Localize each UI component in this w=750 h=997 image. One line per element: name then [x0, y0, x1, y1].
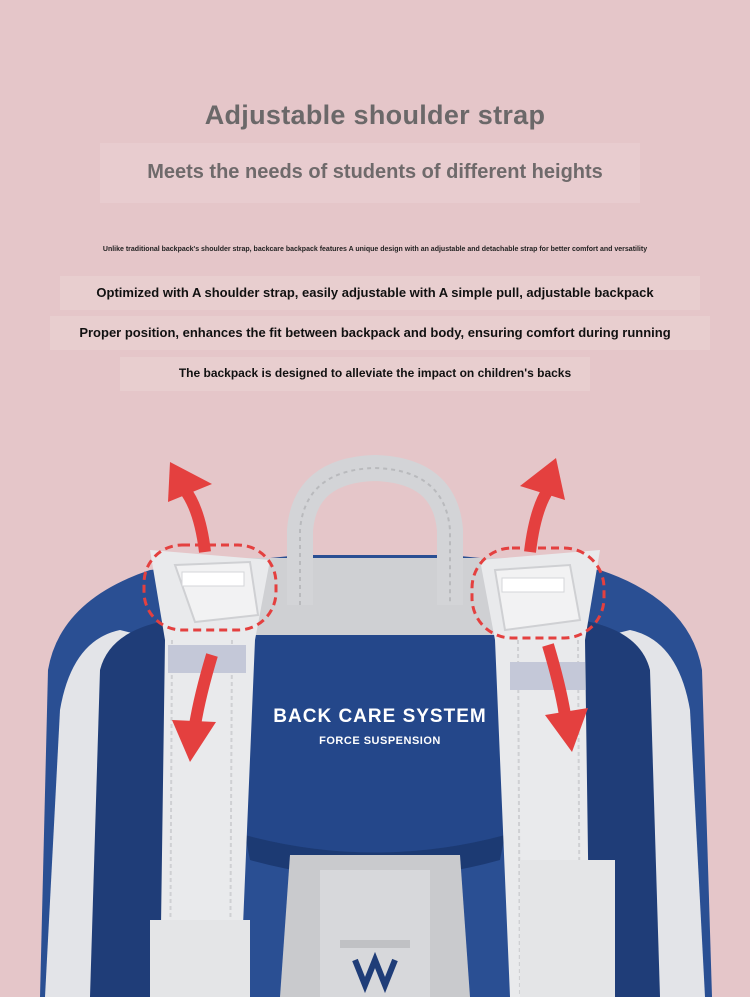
backpack-photo [0, 440, 750, 997]
brand-subtext: FORCE SUSPENSION [319, 735, 441, 747]
feature-note: Unlike traditional backpack's shoulder strap, backcare backpack features A unique design with an adjustable and detachable strap for better comfort and versatility [102, 246, 648, 253]
page-title: Adjustable shoulder strap [204, 100, 546, 130]
brand-text: BACK CARE SYSTEM [273, 706, 487, 727]
feature-line-3: The backpack is designed to alleviate the impact on children's backs [178, 366, 572, 380]
feature-line-2: Proper position, enhances the fit between backpack and body, ensuring comfort during running [79, 325, 671, 340]
page-subtitle: Meets the needs of students of different heights [147, 161, 603, 183]
feature-line-1: Optimized with A shoulder strap, easily adjustable with A simple pull, adjustable backpack [96, 285, 654, 300]
